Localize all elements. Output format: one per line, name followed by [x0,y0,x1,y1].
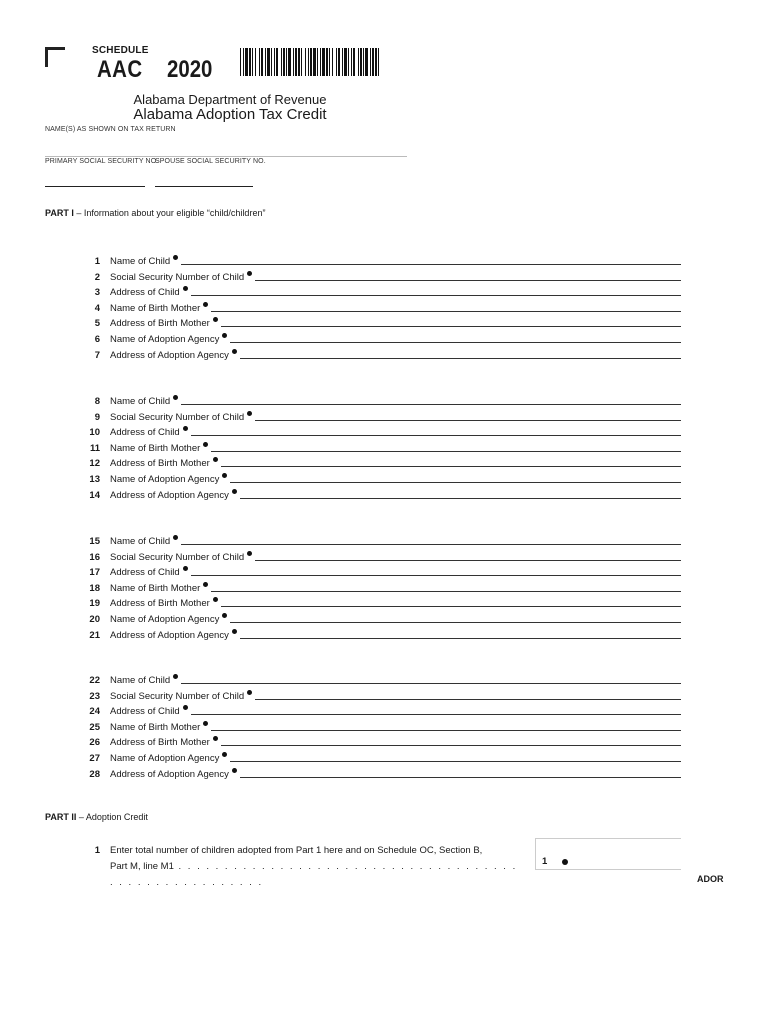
barcode-bar [267,48,270,76]
line-label: Name of Adoption Agency [110,753,220,764]
line-number: 11 [89,442,100,454]
line-row [80,253,681,267]
line-label: Address of Child [110,706,180,718]
bullet-icon [203,302,208,307]
entry-field[interactable] [221,325,681,327]
line-text-b: Part M, line M1 [110,861,174,872]
line-label: Name of Birth Mother [110,721,201,733]
entry-field[interactable] [211,729,681,731]
line-label: Address of Adoption Agency [110,768,229,780]
line-number: 27 [89,753,100,764]
entry-field[interactable] [255,419,681,421]
entry-field[interactable] [240,776,681,778]
entry-field[interactable] [230,481,681,483]
barcode-bar [313,48,316,76]
line-row [80,549,681,563]
line-label: Address of Adoption Agency [110,629,229,641]
line-row [80,750,681,764]
barcode-bar [317,48,318,76]
names-label: NAME(S) AS SHOWN ON TAX RETURN [45,126,176,133]
entry-field[interactable] [191,574,681,576]
line-number: 20 [89,614,100,625]
line-label: Address of Birth Mother [110,737,210,749]
barcode-bar [281,48,282,76]
barcode-bar [370,48,371,76]
line-row [80,471,681,485]
line-row [80,440,681,454]
barcode-bar [372,48,374,76]
entry-field[interactable] [181,403,681,405]
line-label: Social Security Number of Child [110,551,245,563]
barcode-bar [375,48,377,76]
line-row [80,315,681,329]
line-label: Address of Adoption Agency [110,349,229,361]
line-number: 10 [89,427,100,439]
barcode-bar [329,48,330,76]
part1-heading-text: – Information about your eligible “child/children” [73,208,266,218]
department-name: Alabama Department of Revenue [133,92,327,107]
barcode-bar [298,48,300,76]
line-row [80,487,681,501]
line-label: Name of Adoption Agency [110,474,220,485]
line-number: 16 [89,551,100,563]
line-number: 24 [89,706,100,718]
bullet-icon [222,613,227,618]
part1-heading-bold: PART I [45,208,74,218]
entry-field[interactable] [255,279,681,281]
line-label: Name of Child [110,396,171,407]
spouse-ssn-field[interactable] [155,186,253,187]
entry-field[interactable] [221,465,681,467]
barcode-bar [295,48,297,76]
bullet-icon [562,859,568,865]
barcode-bar [338,48,340,76]
line-number: 4 [94,302,100,314]
line-label: Address of Birth Mother [110,318,210,330]
bullet-icon [213,736,218,741]
entry-field[interactable] [211,310,681,312]
line-number: 14 [89,489,100,501]
bullet-icon [173,674,178,679]
entry-field[interactable] [211,590,681,592]
divider [45,156,407,157]
barcode-bar [293,48,294,76]
line-number: 5 [94,318,100,330]
registration-corner-mark [45,47,65,67]
barcode-bar [276,48,278,76]
bullet-icon [247,690,252,695]
bullet-icon [173,535,178,540]
line-label: Address of Birth Mother [110,598,210,610]
barcode-bar [255,48,256,76]
line-number: 28 [89,768,100,780]
schedule-label: SCHEDULE [92,45,149,56]
line-row [80,719,681,733]
bullet-icon [213,317,218,322]
line-label: Address of Child [110,427,180,439]
barcode-bar [351,48,352,76]
bullet-icon [183,705,188,710]
line-number: 23 [89,690,100,702]
barcode-bar [344,48,347,76]
line-row [80,766,681,780]
bullet-icon [203,721,208,726]
line-label: Address of Adoption Agency [110,489,229,501]
line-row [80,564,681,578]
part2-heading-bold: PART II [45,812,77,822]
bullet-icon [183,426,188,431]
line-number: 21 [89,629,100,641]
barcode-bar [259,48,260,76]
barcode-bar [358,48,359,76]
entry-field[interactable] [255,698,681,700]
line-number: 9 [94,411,100,423]
entry-field[interactable] [240,357,681,359]
barcode-bar [322,48,325,76]
barcode-bar [342,48,343,76]
line-label: Name of Birth Mother [110,582,201,594]
barcode-bar [283,48,285,76]
barcode-bar [288,48,291,76]
line-row [80,533,681,547]
line-row [80,627,681,641]
line-number: 22 [89,675,100,686]
line-row [80,688,681,702]
line-number: 12 [89,458,100,470]
line-row [80,347,681,361]
bullet-icon [232,489,237,494]
entry-line-number: 1 [542,856,548,867]
line-number: 15 [89,536,100,547]
line-number: 8 [94,396,100,407]
line-row [80,331,681,345]
line-label: Name of Child [110,536,171,547]
entry-field[interactable] [181,682,681,684]
line-row [80,424,681,438]
barcode-bar [245,48,248,76]
line-label: Name of Birth Mother [110,302,201,314]
line-label: Name of Adoption Agency [110,614,220,625]
entry-field[interactable] [240,637,681,639]
bullet-icon [203,442,208,447]
line-number: 19 [89,598,100,610]
line-number: 26 [89,737,100,749]
bullet-icon [222,473,227,478]
line-label: Name of Child [110,256,171,267]
entry-field[interactable] [221,744,681,746]
barcode-bar [310,48,312,76]
entry-field[interactable] [255,559,681,561]
form-title: Alabama Adoption Tax Credit [133,106,327,123]
line-label: Name of Birth Mother [110,442,201,454]
barcode-bar [320,48,321,76]
line-label: Address of Child [110,567,180,579]
line-number: 13 [89,474,100,485]
entry-field[interactable] [240,497,681,499]
barcode-bar [332,48,333,76]
line-row [80,455,681,469]
barcode-bar [326,48,328,76]
form-year: 2020 [167,56,213,83]
line-row [80,300,681,314]
line-label: Name of Child [110,675,171,686]
line-text-a: Enter total number of children adopted from Part 1 here and on Schedule OC, Section B, [110,845,483,856]
spouse-ssn-label: SPOUSE SOCIAL SECURITY NO. [155,158,266,165]
barcode-bar [252,48,253,76]
line-label: Address of Child [110,287,180,299]
adopted-count-field[interactable] [535,838,681,870]
agency-code: ADOR [697,874,724,884]
bullet-icon [222,333,227,338]
line-row [80,269,681,283]
barcode-bar [378,48,379,76]
line-row [80,580,681,594]
barcode-icon [240,48,382,76]
line-row [80,672,681,686]
barcode-bar [286,48,287,76]
entry-field[interactable] [191,713,681,715]
barcode-bar [365,48,368,76]
barcode-bar [261,48,263,76]
barcode-bar [271,48,272,76]
bullet-icon [173,395,178,400]
bullet-icon [173,255,178,260]
line-label: Social Security Number of Child [110,271,245,283]
entry-field[interactable] [211,450,681,452]
line-number: 1 [94,256,100,267]
bullet-icon [183,566,188,571]
entry-field[interactable] [230,341,681,343]
bullet-icon [213,597,218,602]
barcode-bar [305,48,306,76]
barcode-bar [240,48,241,76]
line-number: 7 [94,349,100,361]
bullet-icon [247,411,252,416]
barcode-bar [336,48,337,76]
form-id: AAC [97,56,143,83]
barcode-bar [348,48,349,76]
line-number: 18 [89,582,100,594]
line-number: 6 [94,334,100,345]
line-row [80,393,681,407]
barcode-bar [265,48,266,76]
line-row [80,409,681,423]
barcode-bar [243,48,244,76]
primary-ssn-field[interactable] [45,186,145,187]
line-label: Social Security Number of Child [110,411,245,423]
bullet-icon [232,349,237,354]
line-row [80,595,681,609]
barcode-bar [353,48,355,76]
dot-leader: . . . . . . . . . . . . . . . . . . . . . . . . . . . . . . . . . . . . . . . . . . . . . . . . . . . . . . [110,861,518,888]
primary-ssn-label: PRIMARY SOCIAL SECURITY NO. [45,158,159,165]
barcode-bar [249,48,251,76]
entry-field[interactable] [230,621,681,623]
line-number: 3 [94,287,100,299]
line-number: 2 [94,271,100,283]
line-label: Name of Adoption Agency [110,334,220,345]
barcode-bar [360,48,362,76]
line-number: 17 [89,567,100,579]
bullet-icon [203,582,208,587]
line-number: 1 [94,845,100,856]
bullet-icon [232,768,237,773]
entry-field[interactable] [191,294,681,296]
entry-field[interactable] [181,543,681,545]
line-row [80,611,681,625]
barcode-bar [363,48,364,76]
entry-field[interactable] [181,263,681,265]
bullet-icon [247,271,252,276]
part2-heading-text: – Adoption Credit [76,812,148,822]
bullet-icon [213,457,218,462]
line-label: Address of Birth Mother [110,458,210,470]
bullet-icon [247,551,252,556]
part1-heading [45,208,265,218]
bullet-icon [183,286,188,291]
line-number: 25 [89,721,100,733]
entry-field[interactable] [221,605,681,607]
entry-field[interactable] [230,760,681,762]
line-row [80,284,681,298]
part2-line-1 [80,843,520,891]
barcode-bar [274,48,275,76]
line-label: Social Security Number of Child [110,690,245,702]
bullet-icon [232,629,237,634]
line-row [80,734,681,748]
part2-heading [45,812,148,822]
entry-field[interactable] [191,434,681,436]
barcode-bar [308,48,309,76]
barcode-bar [301,48,302,76]
bullet-icon [222,752,227,757]
line-row [80,703,681,717]
line-text-b-wrap [110,859,520,891]
